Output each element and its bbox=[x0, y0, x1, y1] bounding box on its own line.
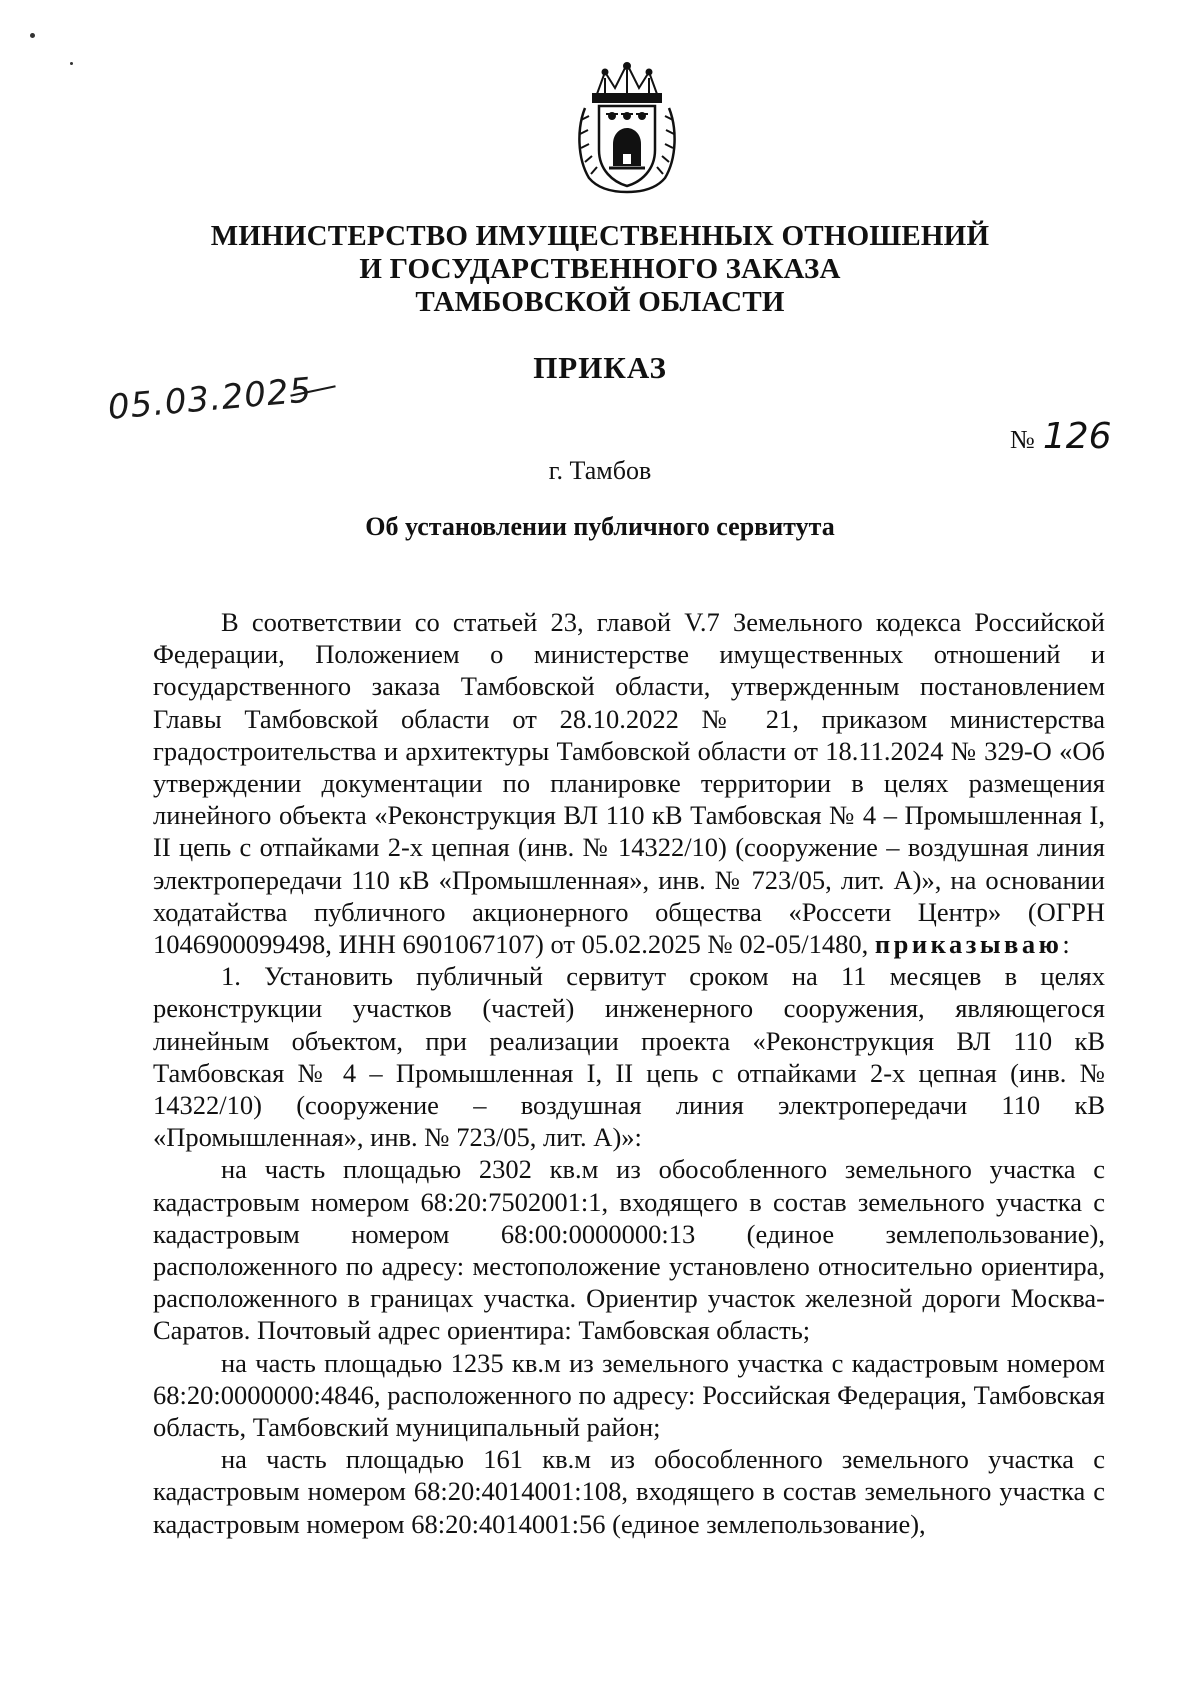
handwritten-number: 126 bbox=[1042, 416, 1112, 457]
handwritten-date: 05.03.2025 bbox=[106, 370, 314, 428]
scan-speck bbox=[30, 33, 35, 38]
paragraph-land-3: на часть площадью 161 кв.м из обособленного земельного участка с кадастровым номером 68:20:4014001:108, входящего в состав земельного участка с кадастровым номером 68:20:4014001:56 (единое землепользование), bbox=[153, 1444, 1105, 1539]
paragraph-item-1: 1. Установить публичный сервитут сроком на 11 месяцев в целях реконструкции участков (частей) инженерного сооружения, являющегося линейным объектом, при реализации проекта «Реконструкция ВЛ 110 кВ Тамбовская № 4 – Промышленная I, II цепь с отпайками 2-х цепная (инв. № 14322/10) (сооружение – воздушная линия электропередачи 110 кВ «Промышленная», инв. № 723/05, лит. А)»: bbox=[153, 961, 1105, 1153]
order-number bbox=[1010, 416, 1112, 457]
header-line-2: И ГОСУДАРСТВЕННОГО ЗАКАЗА bbox=[359, 253, 841, 285]
order-body bbox=[153, 606, 1105, 1540]
order-subject: Об установлении публичного сервитута bbox=[365, 512, 835, 541]
preamble-end: : bbox=[1062, 929, 1070, 960]
number-label: № bbox=[1010, 425, 1035, 454]
header-line-1: МИНИСТЕРСТВО ИМУЩЕСТВЕННЫХ ОТНОШЕНИЙ bbox=[210, 220, 990, 252]
scan-speck bbox=[70, 62, 73, 65]
ministry-header bbox=[150, 220, 1050, 319]
order-verb: приказываю bbox=[874, 929, 1063, 960]
paragraph-land-2: на часть площадью 1235 кв.м из земельного участка с кадастровым номером 68:20:0000000:4846, расположенного по адресу: Российская Федерация, Тамбовская область, Тамбовский муниципальный район; bbox=[153, 1347, 1105, 1443]
preamble-text: В соответствии со статьей 23, главой V.7 Земельного кодекса Российской Федерации, Положением о министерстве имущественных отношений и государственного заказа Тамбовской области, утвержденным постановлением Главы Тамбовской области от 28.10.2022 № 21, приказом министерства градостроительства и архитектуры Тамбовской области от 18.11.2024 № 329-О «Об утверждении документации по планировке территории в целях размещения линейного объекта «Реконструкция ВЛ 110 кВ Тамбовская № 4 – Промышленная I, II цепь с отпайками 2-х цепная (инв. № 14322/10) (сооружение – воздушная линия электропередачи 110 кВ «Промышленная», инв. № 723/05, лит. А)», на основании ходатайства публичного акционерного общества «Россети Центр» (ОГРН 1046900099498, ИНН 6901067107) от 05.02.2025 № 02-05/1480, bbox=[153, 607, 1105, 960]
coat-of-arms-emblem bbox=[575, 58, 679, 194]
paragraph-land-1: на часть площадью 2302 кв.м из обособленного земельного участка с кадастровым номером 68:20:7502001:1, входящего в состав земельного участка с кадастровым номером 68:00:0000000:13 (единое землепользование), расположенного по адресу: местоположение установлено относительно ориентира, расположенного в границах участка. Ориентир участок железной дороги Москва-Саратов. Почтовый адрес ориентира: Тамбовская область; bbox=[153, 1154, 1105, 1346]
city-line: г. Тамбов bbox=[548, 456, 652, 485]
document-type-title: ПРИКАЗ bbox=[533, 350, 667, 385]
paragraph-preamble bbox=[153, 606, 1105, 960]
header-line-3: ТАМБОВСКОЙ ОБЛАСТИ bbox=[415, 286, 785, 318]
